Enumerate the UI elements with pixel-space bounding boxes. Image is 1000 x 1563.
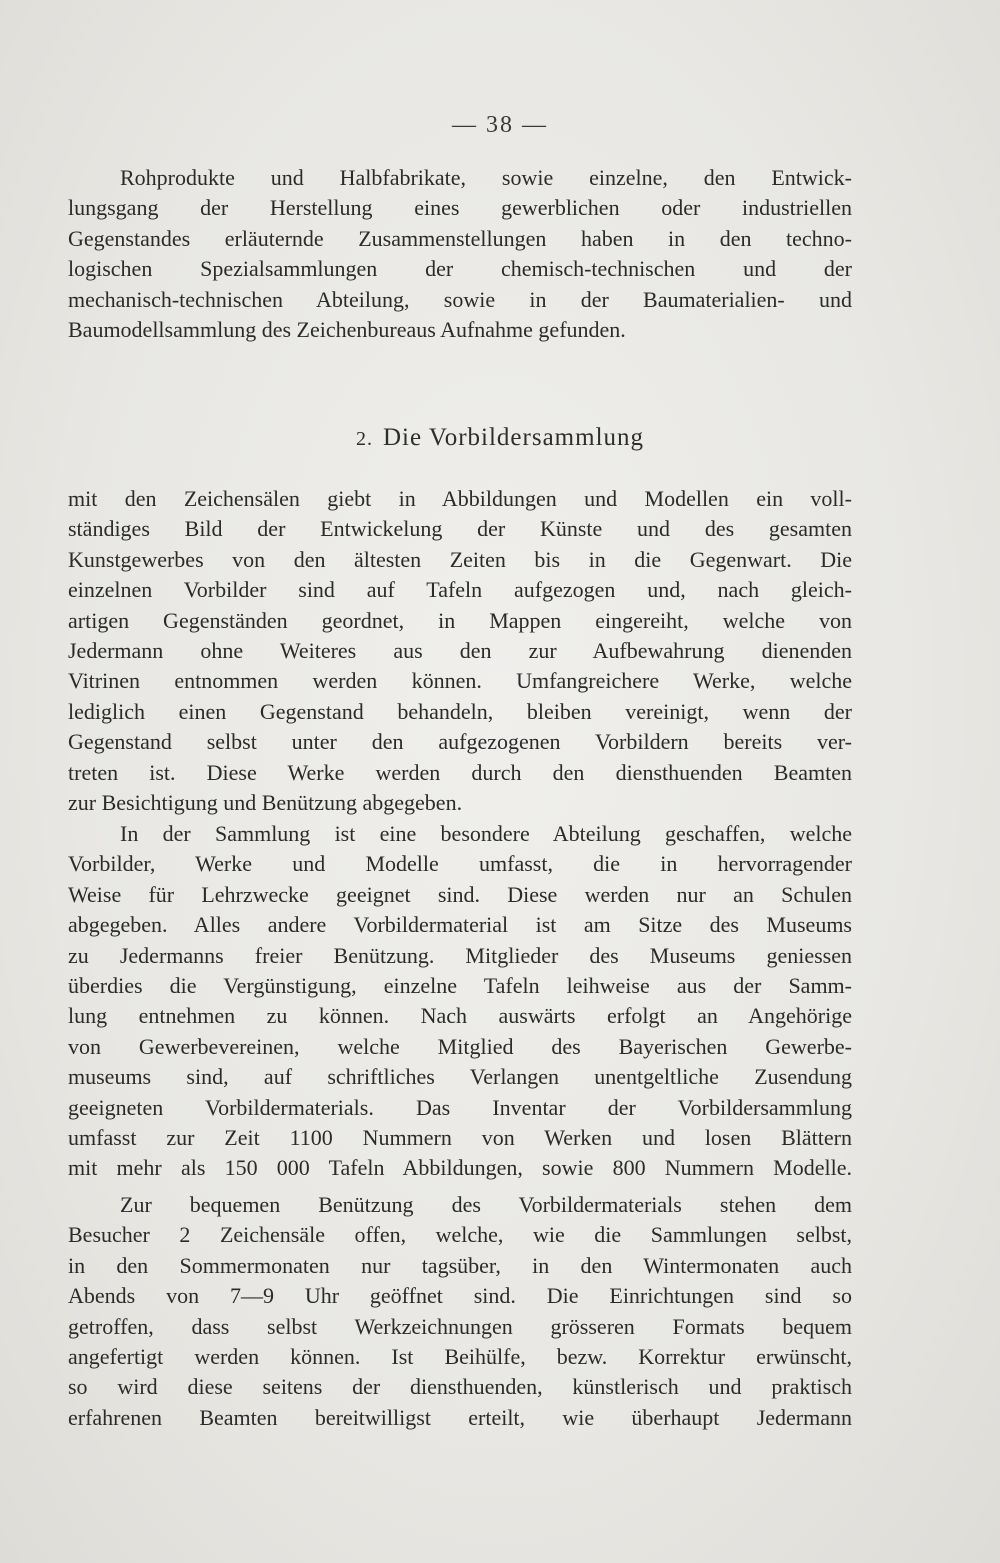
text-line: erfahrenen Beamten bereitwilligst erteilt, wie überhaupt Jedermann — [68, 1404, 852, 1430]
text-line: lung entnehmen zu können. Nach auswärts erfolgt an Angehörige — [68, 1003, 852, 1029]
text-line: Vitrinen entnommen werden können. Umfangreichere Werke, welche — [68, 668, 852, 694]
text-line: zur Besichtigung und Benützung abgegeben. — [68, 789, 463, 815]
text-line: artigen Gegenständen geordnet, in Mappen eingereiht, welche von — [68, 607, 852, 633]
text-line: zu Jedermanns freier Benützung. Mitglieder des Museums geniessen — [68, 942, 852, 968]
text-line: mechanisch-technischen Abteilung, sowie in der Baumaterialien- und — [68, 286, 852, 312]
section-title: Die Vorbildersammlung — [382, 424, 645, 451]
section-paragraph-2 — [68, 819, 852, 1184]
text-line: Abends von 7—9 Uhr geöffnet sind. Die Einrichtungen sind so — [68, 1283, 852, 1309]
intro-paragraph — [68, 163, 852, 345]
section-heading — [0, 424, 1000, 452]
section-paragraph-1 — [68, 484, 852, 818]
text-line: logischen Spezialsammlungen der chemisch-technischen und der — [68, 256, 852, 282]
text-line: lungsgang der Herstellung eines gewerblichen oder industriellen — [68, 195, 852, 221]
page-number: — 38 — — [452, 112, 548, 138]
text-line: überdies die Vergünstigung, einzelne Tafeln leihweise aus der Samm- — [68, 972, 852, 998]
text-line: mit mehr als 150 000 Tafeln Abbildungen, sowie 800 Nummern Modelle. — [68, 1155, 852, 1181]
text-line: Gegenstandes erläuternde Zusammenstellungen haben in den techno- — [68, 225, 852, 251]
text-line: Baumodellsammlung des Zeichenbureaus Aufnahme gefunden. — [68, 316, 626, 342]
text-line: Gegenstand selbst unter den aufgezogenen Vorbildern bereits ver- — [68, 729, 852, 755]
text-line: umfasst zur Zeit 1100 Nummern von Werken und losen Blättern — [68, 1124, 852, 1150]
text-line: abgegeben. Alles andere Vorbildermaterial ist am Sitze des Museums — [68, 912, 852, 938]
text-line: Weise für Lehrzwecke geeignet sind. Diese werden nur an Schulen — [68, 881, 852, 907]
text-line: Rohprodukte und Halbfabrikate, sowie einzelne, den Entwick- — [120, 165, 852, 190]
text-line: in den Sommermonaten nur tagsüber, in den Wintermonaten auch — [68, 1252, 852, 1278]
text-line: getroffen, dass selbst Werkzeichnungen grösseren Formats bequem — [68, 1313, 852, 1339]
text-line: Kunstgewerbes von den ältesten Zeiten bis in die Gegenwart. Die — [68, 546, 852, 572]
text-line: treten ist. Diese Werke werden durch den diensthuenden Beamten — [68, 759, 852, 785]
text-line: geeigneten Vorbildermaterials. Das Inventar der Vorbildersammlung — [68, 1094, 852, 1120]
text-line: Zur bequemen Benützung des Vorbildermaterials stehen dem — [120, 1192, 852, 1217]
text-line: einzelnen Vorbilder sind auf Tafeln aufgezogen und, nach gleich- — [68, 577, 852, 603]
text-line: lediglich einen Gegenstand behandeln, bleiben vereinigt, wenn der — [68, 698, 852, 724]
text-line: angefertigt werden können. Ist Beihülfe, bezw. Korrektur erwünscht, — [68, 1343, 852, 1369]
text-line: In der Sammlung ist eine besondere Abteilung geschaffen, welche — [120, 821, 852, 846]
section-paragraph-3 — [68, 1190, 852, 1433]
text-line: Besucher 2 Zeichensäle offen, welche, wie die Sammlungen selbst, — [68, 1222, 852, 1248]
text-line: von Gewerbevereinen, welche Mitglied des Bayerischen Gewerbe- — [68, 1033, 852, 1059]
text-line: ständiges Bild der Entwickelung der Künste und des gesamten — [68, 516, 852, 542]
text-line: mit den Zeichensälen giebt in Abbildungen und Modellen ein voll- — [68, 486, 852, 511]
section-number: 2. — [355, 428, 373, 450]
text-line: Vorbilder, Werke und Modelle umfasst, die in hervorragender — [68, 851, 852, 877]
text-line: museums sind, auf schriftliches Verlangen unentgeltliche Zusendung — [68, 1064, 852, 1090]
text-line: Jedermann ohne Weiteres aus den zur Aufbewahrung dienenden — [68, 637, 852, 663]
text-line: so wird diese seitens der diensthuenden, künstlerisch und praktisch — [68, 1374, 852, 1400]
